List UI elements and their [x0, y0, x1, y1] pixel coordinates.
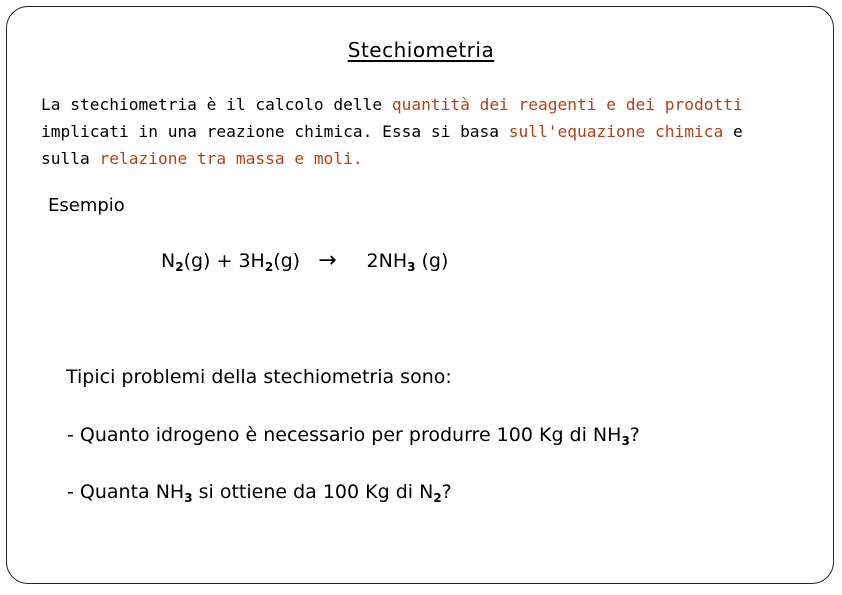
equation-subscript: 2 — [264, 260, 274, 274]
page-title: Stechiometria — [347, 38, 495, 62]
equation-text: (g) — [415, 250, 449, 272]
intro-text: e — [723, 122, 743, 141]
chemical-equation — [161, 248, 448, 273]
equation-text: 2NH — [366, 250, 408, 272]
problem-text: ? — [629, 424, 640, 446]
equation-subscript: 2 — [175, 260, 184, 274]
intro-text: sulla — [41, 149, 100, 168]
intro-highlight: quantità dei reagenti e dei prodotti — [391, 95, 743, 114]
problem-item — [67, 481, 452, 503]
intro-text: La stechiometria è il calcolo delle — [41, 95, 392, 114]
problem-subscript: 3 — [621, 434, 630, 448]
problem-subscript: 2 — [433, 491, 442, 505]
equation-subscript: 3 — [407, 260, 416, 274]
intro-paragraph — [41, 91, 811, 172]
problem-text: ? — [441, 481, 452, 503]
intro-highlight: sull'equazione chimica — [508, 122, 724, 141]
equation-text: N — [161, 250, 176, 272]
problems-title: Tipici problemi della stechiometria sono: — [66, 366, 452, 388]
equation-text: (g) — [273, 250, 301, 272]
reaction-arrow-icon: → — [318, 248, 337, 273]
problem-text: si ottiene da 100 Kg di N — [192, 481, 434, 503]
intro-highlight: relazione tra massa e moli. — [99, 149, 363, 168]
problem-item — [67, 424, 640, 446]
equation-text: (g) + 3H — [183, 250, 265, 272]
intro-text: implicati in una reazione chimica. Essa si basa — [41, 122, 509, 141]
example-label: Esempio — [48, 195, 125, 216]
problem-text: - Quanta NH — [67, 481, 185, 503]
problem-text: - Quanto idrogeno è necessario per produrre 100 Kg di NH — [67, 424, 622, 446]
problem-subscript: 3 — [184, 491, 193, 505]
